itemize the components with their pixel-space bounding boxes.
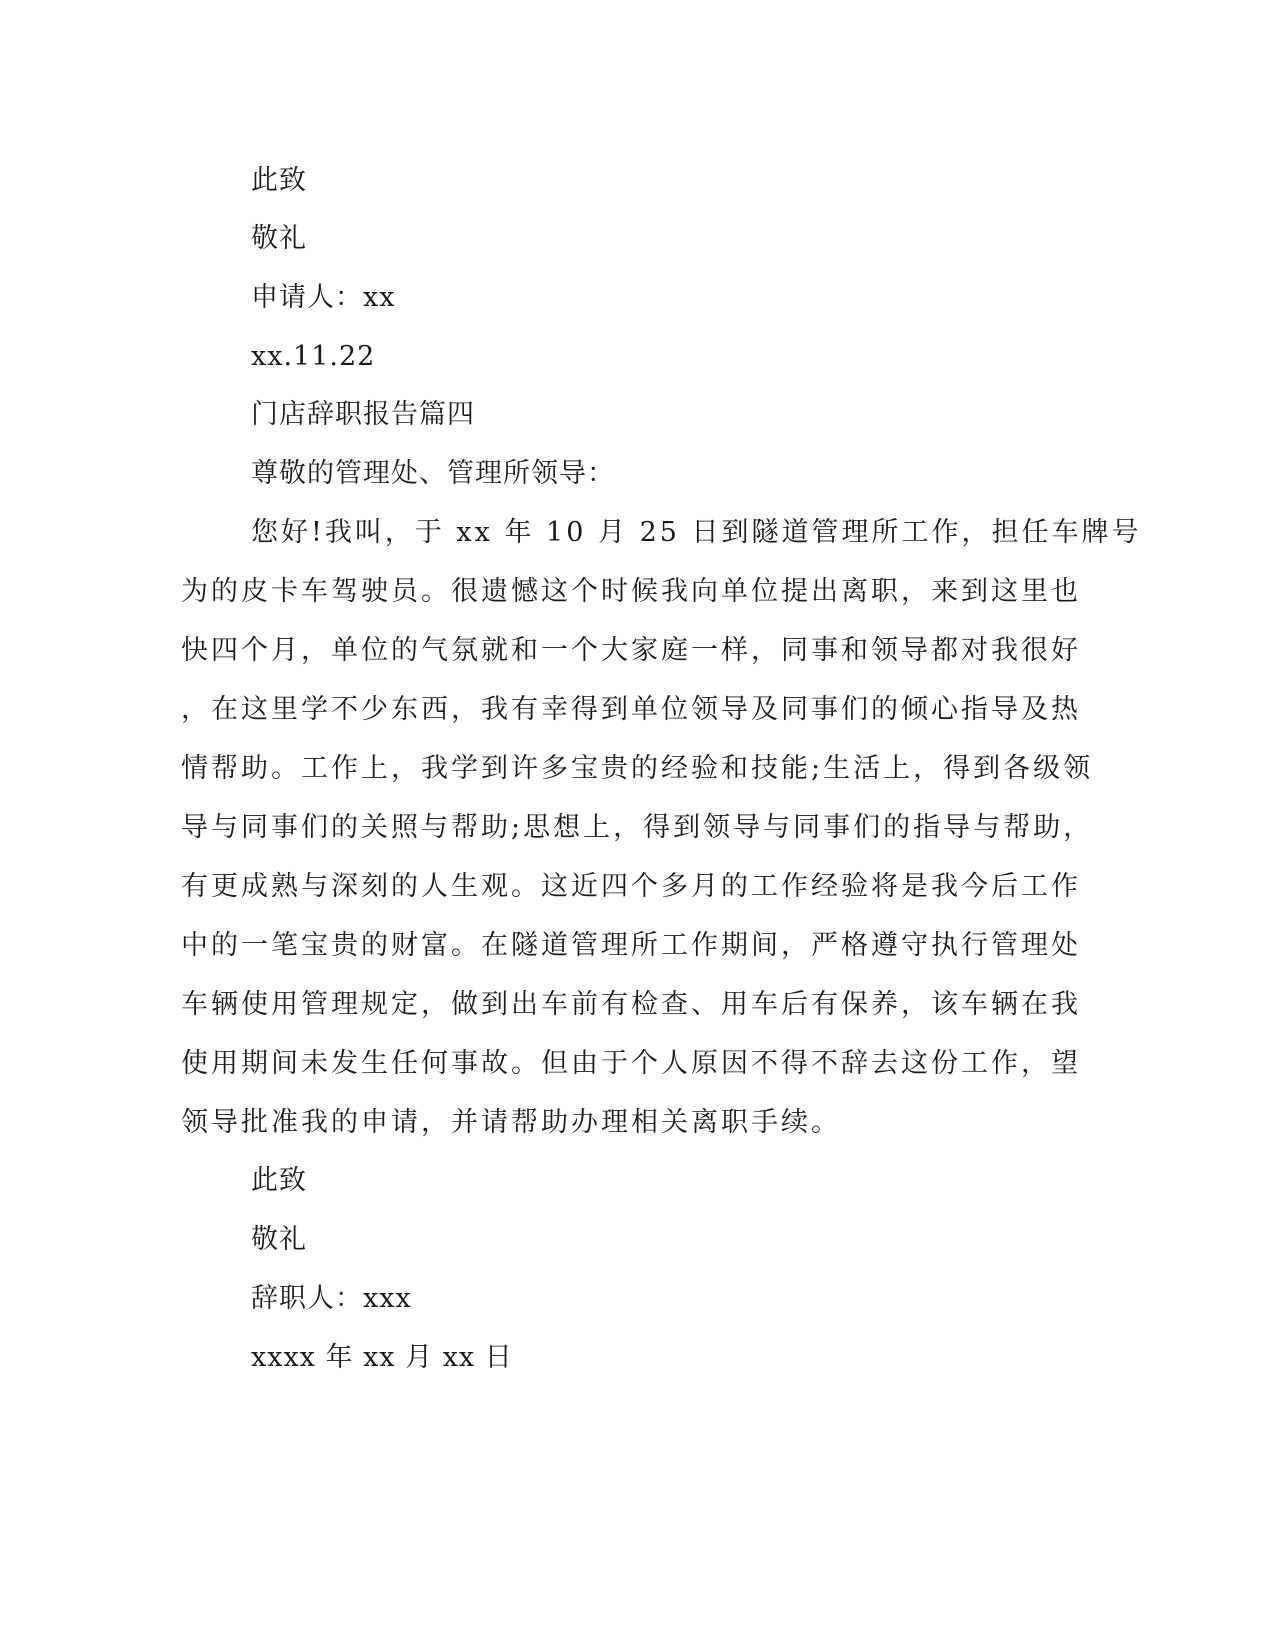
closing-line-2: 此致: [251, 1165, 307, 1196]
addressee-line: 尊敬的管理处、管理所领导：: [251, 458, 615, 489]
body-paragraph-line: 有更成熟与深刻的人生观。这近四个多月的工作经验将是我今后工作: [181, 871, 1081, 902]
body-paragraph-line: 中的一笔宝贵的财富。在隧道管理所工作期间，严格遵守执行管理处: [181, 930, 1081, 961]
date-line-1: xx.11.22: [251, 341, 376, 372]
body-paragraph-line: 情帮助。工作上，我学到许多宝贵的经验和技能;生活上，得到各级领: [181, 753, 1094, 784]
body-paragraph-line: 导与同事们的关照与帮助;思想上，得到领导与同事们的指导与帮助，: [181, 812, 1094, 843]
salutation-line-2: 敬礼: [251, 1224, 307, 1255]
body-paragraph-line: 车辆使用管理规定，做到出车前有检查、用车后有保养，该车辆在我: [181, 989, 1081, 1020]
resigner-line: 辞职人：xxx: [251, 1283, 412, 1314]
section-heading: 门店辞职报告篇四: [251, 399, 475, 430]
salutation-line-1: 敬礼: [251, 223, 307, 254]
closing-line-1: 此致: [251, 165, 307, 196]
body-paragraph-line: ，在这里学不少东西，我有幸得到单位领导及同事们的倾心指导及热: [181, 694, 1081, 725]
body-paragraph-line: 使用期间未发生任何事故。但由于个人原因不得不辞去这份工作，望: [181, 1048, 1081, 1079]
date-line-2: xxxx 年 xx 月 xx 日: [251, 1342, 513, 1373]
applicant-line: 申请人：xx: [251, 282, 396, 313]
body-paragraph-line: 您好!我叫，于 xx 年 10 月 25 日到隧道管理所工作，担任车牌号: [251, 517, 1142, 548]
body-paragraph-line: 领导批准我的申请，并请帮助办理相关离职手续。: [181, 1107, 841, 1138]
body-paragraph-line: 快四个月，单位的气氛就和一个大家庭一样，同事和领导都对我很好: [181, 635, 1081, 666]
body-paragraph-line: 为的皮卡车驾驶员。很遗憾这个时候我向单位提出离职，来到这里也: [181, 576, 1081, 607]
